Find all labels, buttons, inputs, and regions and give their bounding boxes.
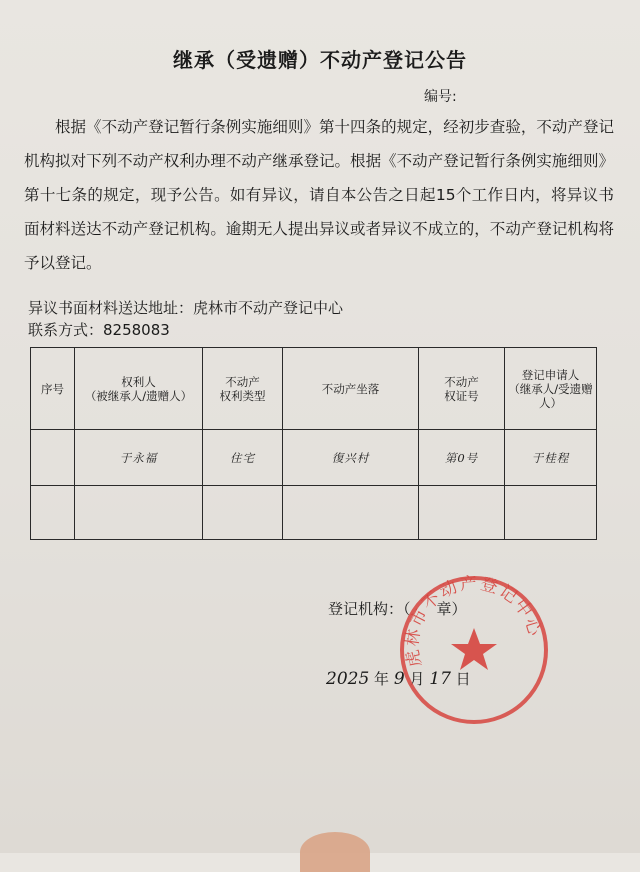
date-month-char: 月 — [409, 670, 425, 688]
finger-shape — [300, 832, 370, 872]
registration-table — [30, 347, 597, 540]
cell-holder: 于永福 — [75, 430, 203, 486]
cell-cert-no: 第0号 — [419, 430, 505, 486]
header-holder: 权利人 （被继承人/遗赠人） — [75, 348, 203, 430]
table-header-row — [31, 348, 597, 430]
header-location: 不动产坐落 — [283, 348, 419, 430]
header-seq: 序号 — [31, 348, 75, 430]
official-seal — [394, 570, 554, 730]
seal-inline-text: 章） — [436, 600, 467, 618]
date-month: 9 — [393, 669, 405, 689]
cell-right-type: 住宅 — [203, 430, 283, 486]
table-row — [31, 486, 597, 540]
cell-cert-no — [419, 486, 505, 540]
cell-right-type — [203, 486, 283, 540]
objection-address: 异议书面材料送达地址：虎林市不动产登记中心 — [28, 299, 344, 317]
date-day-char: 日 — [455, 670, 471, 688]
cell-applicant: 于桂程 — [505, 430, 597, 486]
cell-seq — [31, 486, 75, 540]
contact-info: 联系方式：8258083 — [28, 321, 170, 339]
date-year-char: 年 — [374, 670, 390, 688]
date-year: 2025 — [326, 669, 370, 689]
header-right-type: 不动产 权利类型 — [203, 348, 283, 430]
seal-ring-text: 虎林市不动产登记中心 — [402, 573, 545, 669]
page-title: 继承（受遗赠）不动产登记公告 — [173, 48, 467, 72]
header-applicant: 登记申请人 （继承人/受遗赠人） — [505, 348, 597, 430]
number-label: 编号: — [424, 89, 457, 105]
notice-body: 根据《不动产登记暂行条例实施细则》第十四条的规定，经初步查验，不动产登记机构拟对下列不动产权利办理不动产继承登记。根据《不动产登记暂行条例实施细则》第十七条的规定，现予公告。如有异议，请自本公告之日起15个工作日内，将异议书面材料送达不动产登记机构。逾期无人提出异议或者异议不成立的，不动产登记机构将予以登记。 — [24, 118, 614, 272]
cell-holder — [75, 486, 203, 540]
date-day: 17 — [429, 669, 451, 689]
table-row — [31, 430, 597, 486]
header-cert-no: 不动产 权证号 — [419, 348, 505, 430]
cell-seq — [31, 430, 75, 486]
cell-applicant — [505, 486, 597, 540]
cell-location — [283, 486, 419, 540]
cell-location: 復兴村 — [283, 430, 419, 486]
org-label: 登记机构：（ — [328, 600, 411, 618]
seal-star-icon — [451, 628, 497, 670]
